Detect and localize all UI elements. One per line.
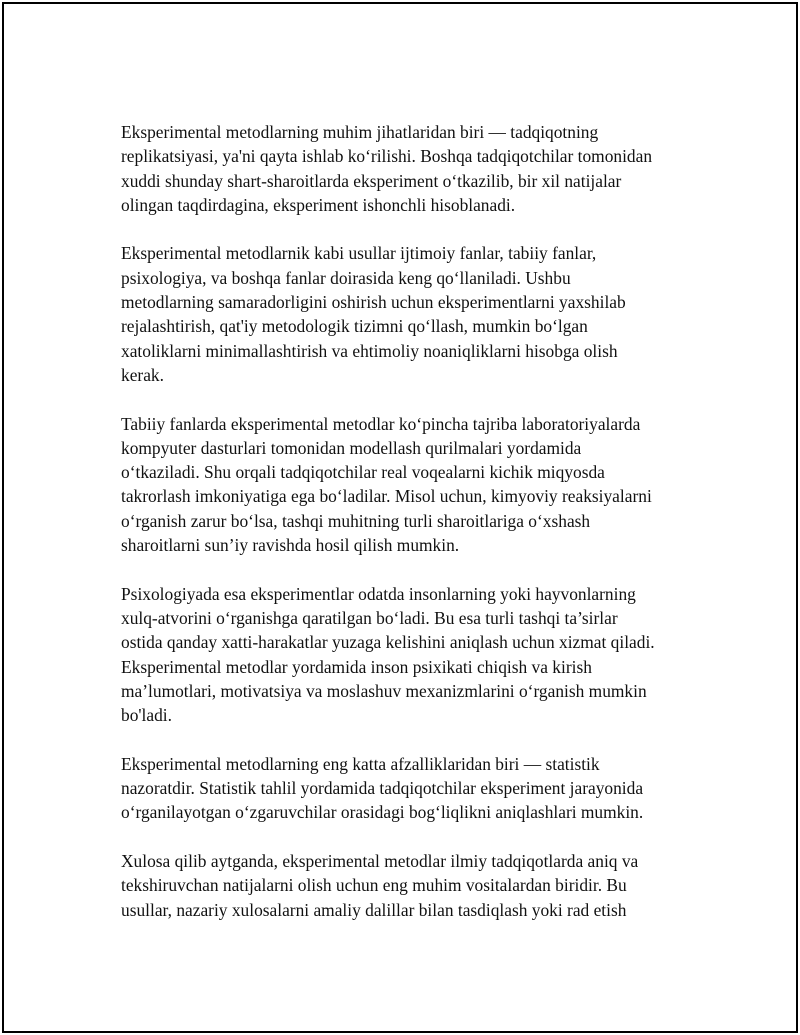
text-line: Xulosa qilib aytganda, eksperimental metodlar ilmiy tadqiqotlarda aniq va — [121, 850, 639, 871]
text-line: xuddi shunday shart-sharoitlarda eksperiment o‘tkazilib, bir xil natijalar — [121, 170, 622, 191]
text-line: Psixologiyada esa eksperimentlar odatda insonlarning yoki hayvonlarning — [121, 583, 636, 604]
text-line: kerak. — [121, 364, 164, 385]
paragraph-3 — [121, 412, 691, 558]
paragraph-4 — [121, 582, 691, 728]
text-line: metodlarning samaradorligini oshirish uchun eksperimentlarni yaxshilab — [121, 292, 626, 313]
text-line: psixologiya, va boshqa fanlar doirasida keng qo‘llaniladi. Ushbu — [121, 267, 571, 288]
text-line: Eksperimental metodlarnik kabi usullar ijtimoiy fanlar, tabiiy fanlar, — [121, 243, 597, 264]
text-line: xulq-atvorini o‘rganishga qaratilgan bo‘ladi. Bu esa turli tashqi ta’sirlar — [121, 607, 618, 628]
text-line: nazoratdir. Statistik tahlil yordamida tadqiqotchilar eksperiment jarayonida — [121, 778, 644, 799]
text-line: ostida qanday xatti-harakatlar yuzaga kelishini aniqlash uchun xizmat qiladi. — [121, 632, 655, 653]
page-frame — [2, 2, 798, 1033]
paragraph-5 — [121, 752, 691, 825]
text-line: xatoliklarni minimallashtirish va ehtimoliy noaniqliklarni hisobga olish — [121, 340, 618, 361]
text-line: Tabiiy fanlarda eksperimental metodlar ko‘pincha tajriba laboratoriyalarda — [121, 413, 641, 434]
text-line: takrorlash imkoniyatiga ega bo‘ladilar. Misol uchun, kimyoviy reaksiyalarni — [121, 486, 652, 507]
text-line: Eksperimental metodlarning muhim jihatlaridan biri — tadqiqotning — [121, 122, 599, 142]
text-line: o‘tkaziladi. Shu orqali tadqiqotchilar real voqealarni kichik miqyosda — [121, 462, 605, 483]
text-line: usullar, nazariy xulosalarni amaliy dalillar bilan tasdiqlash yoki rad etish — [121, 899, 627, 920]
document-body — [121, 120, 691, 922]
text-line: Eksperimental metodlar yordamida inson psixikati chiqish va kirish — [121, 656, 592, 677]
text-line: replikatsiyasi, ya'ni qayta ishlab ko‘rilishi. Boshqa tadqiqotchilar tomonidan — [121, 146, 653, 167]
text-line: bo'ladi. — [121, 705, 172, 726]
text-line: sharoitlarni sun’iy ravishda hosil qilish mumkin. — [121, 535, 460, 556]
text-line: o‘rganilayotgan o‘zgaruvchilar orasidagi bog‘liqlikni aniqlashlari mumkin. — [121, 802, 644, 823]
paragraph-6 — [121, 849, 691, 922]
paragraph-2 — [121, 241, 691, 387]
text-line: ma’lumotlari, motivatsiya va moslashuv mexanizmlarini o‘rganish mumkin — [121, 680, 647, 701]
text-line: olingan taqdirdagina, eksperiment ishonchli hisoblanadi. — [121, 194, 516, 215]
text-line: kompyuter dasturlari tomonidan modellash qurilmalari yordamida — [121, 437, 582, 458]
text-line: tekshiruvchan natijalarni olish uchun eng muhim vositalardan biridir. Bu — [121, 875, 627, 896]
paragraph-1 — [121, 120, 691, 217]
text-line: Eksperimental metodlarning eng katta afzalliklaridan biri — statistik — [121, 753, 600, 774]
text-line: o‘rganish zarur bo‘lsa, tashqi muhitning turli sharoitlariga o‘xshash — [121, 510, 591, 531]
text-line: rejalashtirish, qat'iy metodologik tizimni qo‘llash, mumkin bo‘lgan — [121, 316, 588, 337]
